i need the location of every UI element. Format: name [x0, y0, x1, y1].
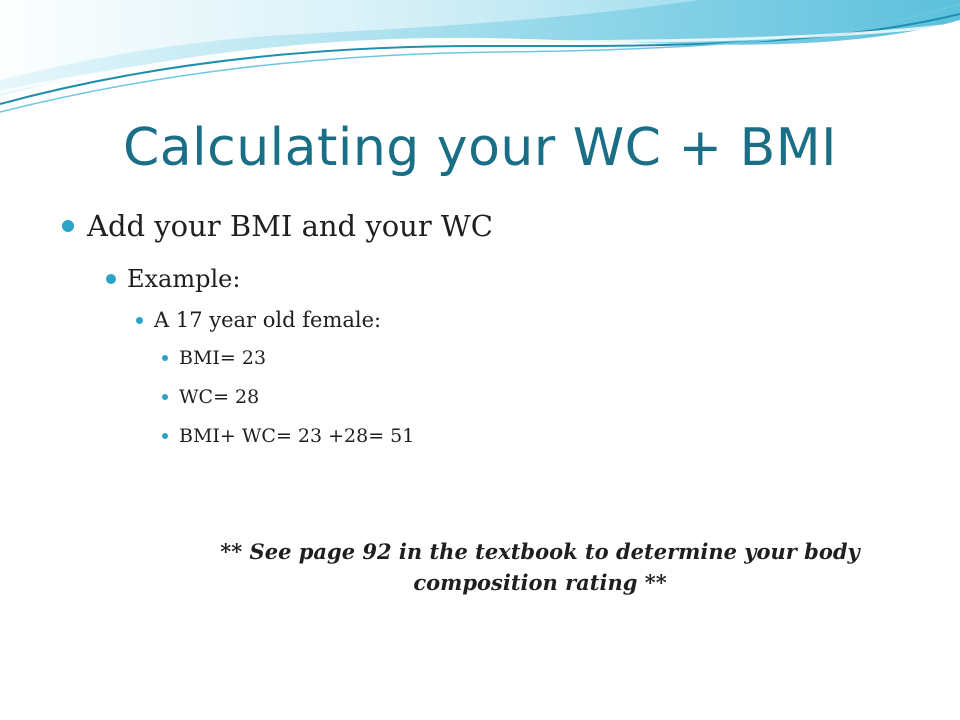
bullet-level2: [106, 265, 240, 293]
bullet-dot-icon: [162, 355, 168, 361]
bullet-dot-icon: [136, 317, 143, 324]
bullet-text: Example:: [127, 265, 241, 293]
bullet-dot-icon: [162, 433, 168, 439]
bullet-text: BMI+ WC= 23 +28= 51: [179, 425, 415, 447]
bullet-level4: [162, 425, 414, 447]
note-line: composition rating **: [413, 570, 667, 595]
bullet-level4: [162, 386, 259, 408]
bullet-text: WC= 28: [179, 386, 260, 408]
bullet-level3: [136, 308, 381, 332]
bullet-text: A 17 year old female:: [154, 308, 382, 332]
bullet-dot-icon: [106, 274, 116, 284]
bullet-level4: [162, 347, 266, 369]
bullet-text: BMI= 23: [179, 347, 267, 369]
bullet-text: Add your BMI and your WC: [87, 209, 493, 243]
textbook-note: [160, 536, 920, 598]
bullet-dot-icon: [162, 394, 168, 400]
bullet-level1: [62, 209, 493, 243]
bullet-dot-icon: [62, 220, 74, 232]
slide-title: Calculating your WC + BMI: [123, 118, 837, 178]
note-line: ** See page 92 in the textbook to determine your body: [220, 539, 860, 564]
